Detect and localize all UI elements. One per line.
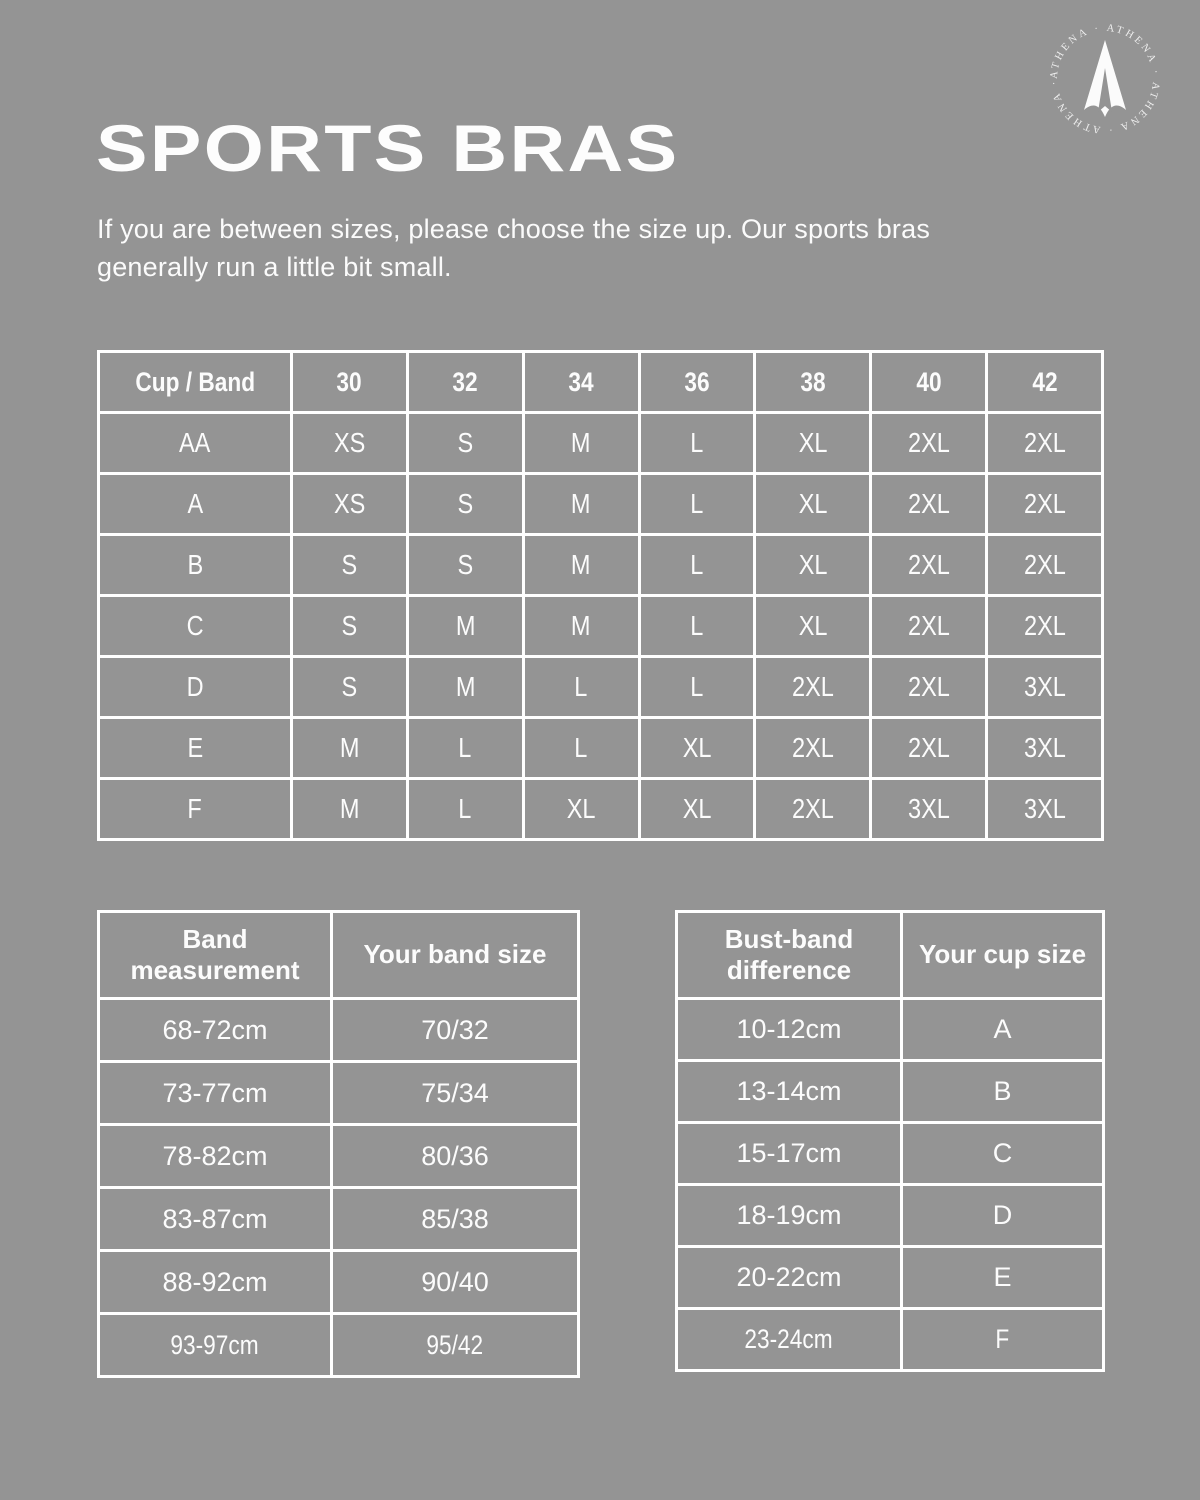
column-header-cell: 42: [988, 353, 1101, 411]
table-cell: 2XL: [872, 719, 985, 777]
table-cell: 2XL: [872, 414, 985, 472]
table-cell: A: [100, 475, 290, 533]
table-cell: L: [641, 658, 754, 716]
column-header-cell: Band measurement: [100, 913, 330, 997]
table-cell: D: [903, 1186, 1102, 1245]
table-cell: 85/38: [333, 1189, 577, 1249]
table-cell: S: [409, 536, 522, 594]
table-cell: 80/36: [333, 1126, 577, 1186]
table-cell: 15-17cm: [678, 1124, 900, 1183]
table-cell: 10-12cm: [678, 1000, 900, 1059]
table-cell: 88-92cm: [100, 1252, 330, 1312]
table-cell: L: [641, 597, 754, 655]
table-cell: M: [409, 658, 522, 716]
table-cell: D: [100, 658, 290, 716]
subtitle: [97, 210, 930, 286]
column-header-cell: 38: [756, 353, 869, 411]
table-cell: 2XL: [872, 475, 985, 533]
table-cell: 70/32: [333, 1000, 577, 1060]
table-cell: B: [903, 1062, 1102, 1121]
column-header-cell: 36: [641, 353, 754, 411]
column-header-cell: Your cup size: [903, 913, 1102, 997]
cup-size-table: [675, 910, 1105, 1372]
table-cell: E: [100, 719, 290, 777]
subtitle-line-1: If you are between sizes, please choose the size up. Our sports bras: [97, 214, 931, 244]
table-cell: E: [903, 1248, 1102, 1307]
table-cell: 78-82cm: [100, 1126, 330, 1186]
table-cell: 20-22cm: [678, 1248, 900, 1307]
table-cell: 18-19cm: [678, 1186, 900, 1245]
table-cell: 73-77cm: [100, 1063, 330, 1123]
table-cell: 2XL: [988, 597, 1101, 655]
table-cell: XS: [293, 475, 406, 533]
table-cell: F: [903, 1310, 1102, 1369]
table-cell: A: [903, 1000, 1102, 1059]
column-header-cell: Bust-band difference: [678, 913, 900, 997]
table-cell: M: [409, 597, 522, 655]
table-cell: 75/34: [333, 1063, 577, 1123]
table-cell: XL: [641, 719, 754, 777]
table-cell: 2XL: [872, 658, 985, 716]
table-cell: 90/40: [333, 1252, 577, 1312]
table-cell: 3XL: [872, 780, 985, 838]
table-cell: B: [100, 536, 290, 594]
table-cell: L: [641, 536, 754, 594]
table-cell: XL: [525, 780, 638, 838]
athena-logo: [1042, 16, 1168, 142]
table-cell: 2XL: [988, 536, 1101, 594]
table-cell: S: [293, 536, 406, 594]
table-cell: 2XL: [756, 719, 869, 777]
column-header-cell: Cup / Band: [100, 353, 290, 411]
table-cell: M: [525, 536, 638, 594]
table-cell: XL: [756, 536, 869, 594]
table-cell: L: [525, 658, 638, 716]
table-cell: XL: [756, 414, 869, 472]
table-cell: M: [293, 719, 406, 777]
table-cell: M: [525, 475, 638, 533]
table-cell: L: [525, 719, 638, 777]
table-cell: L: [409, 780, 522, 838]
subtitle-line-2: generally run a little bit small.: [97, 252, 452, 282]
table-cell: C: [903, 1124, 1102, 1183]
column-header-cell: 40: [872, 353, 985, 411]
table-cell: M: [525, 597, 638, 655]
band-measurement-table: [97, 910, 580, 1378]
table-cell: 68-72cm: [100, 1000, 330, 1060]
table-cell: 13-14cm: [678, 1062, 900, 1121]
column-header-cell: 32: [409, 353, 522, 411]
table-cell: 3XL: [988, 658, 1101, 716]
table-cell: S: [409, 475, 522, 533]
table-cell: 2XL: [756, 780, 869, 838]
page-title: SPORTS BRAS: [96, 111, 680, 185]
table-cell: 2XL: [872, 597, 985, 655]
table-cell: XL: [756, 475, 869, 533]
table-cell: 23-24cm: [678, 1310, 900, 1369]
table-cell: S: [409, 414, 522, 472]
column-header-cell: 30: [293, 353, 406, 411]
table-cell: L: [409, 719, 522, 777]
table-cell: 93-97cm: [100, 1315, 330, 1375]
table-cell: 83-87cm: [100, 1189, 330, 1249]
table-cell: C: [100, 597, 290, 655]
table-cell: 95/42: [333, 1315, 577, 1375]
table-cell: S: [293, 658, 406, 716]
table-cell: XS: [293, 414, 406, 472]
column-header-cell: 34: [525, 353, 638, 411]
table-cell: L: [641, 475, 754, 533]
table-cell: 2XL: [988, 414, 1101, 472]
table-cell: L: [641, 414, 754, 472]
table-cell: 2XL: [756, 658, 869, 716]
table-cell: M: [525, 414, 638, 472]
column-header-cell: Your band size: [333, 913, 577, 997]
table-cell: XL: [641, 780, 754, 838]
table-cell: XL: [756, 597, 869, 655]
table-cell: 3XL: [988, 780, 1101, 838]
size-chart-table: [97, 350, 1104, 841]
table-cell: AA: [100, 414, 290, 472]
table-cell: S: [293, 597, 406, 655]
logo-ring-text: ATHENA · ATHENA · ATHENA · ATHENA ·: [1048, 22, 1162, 136]
table-cell: 2XL: [988, 475, 1101, 533]
table-cell: 3XL: [988, 719, 1101, 777]
table-cell: 2XL: [872, 536, 985, 594]
table-cell: F: [100, 780, 290, 838]
table-cell: M: [293, 780, 406, 838]
